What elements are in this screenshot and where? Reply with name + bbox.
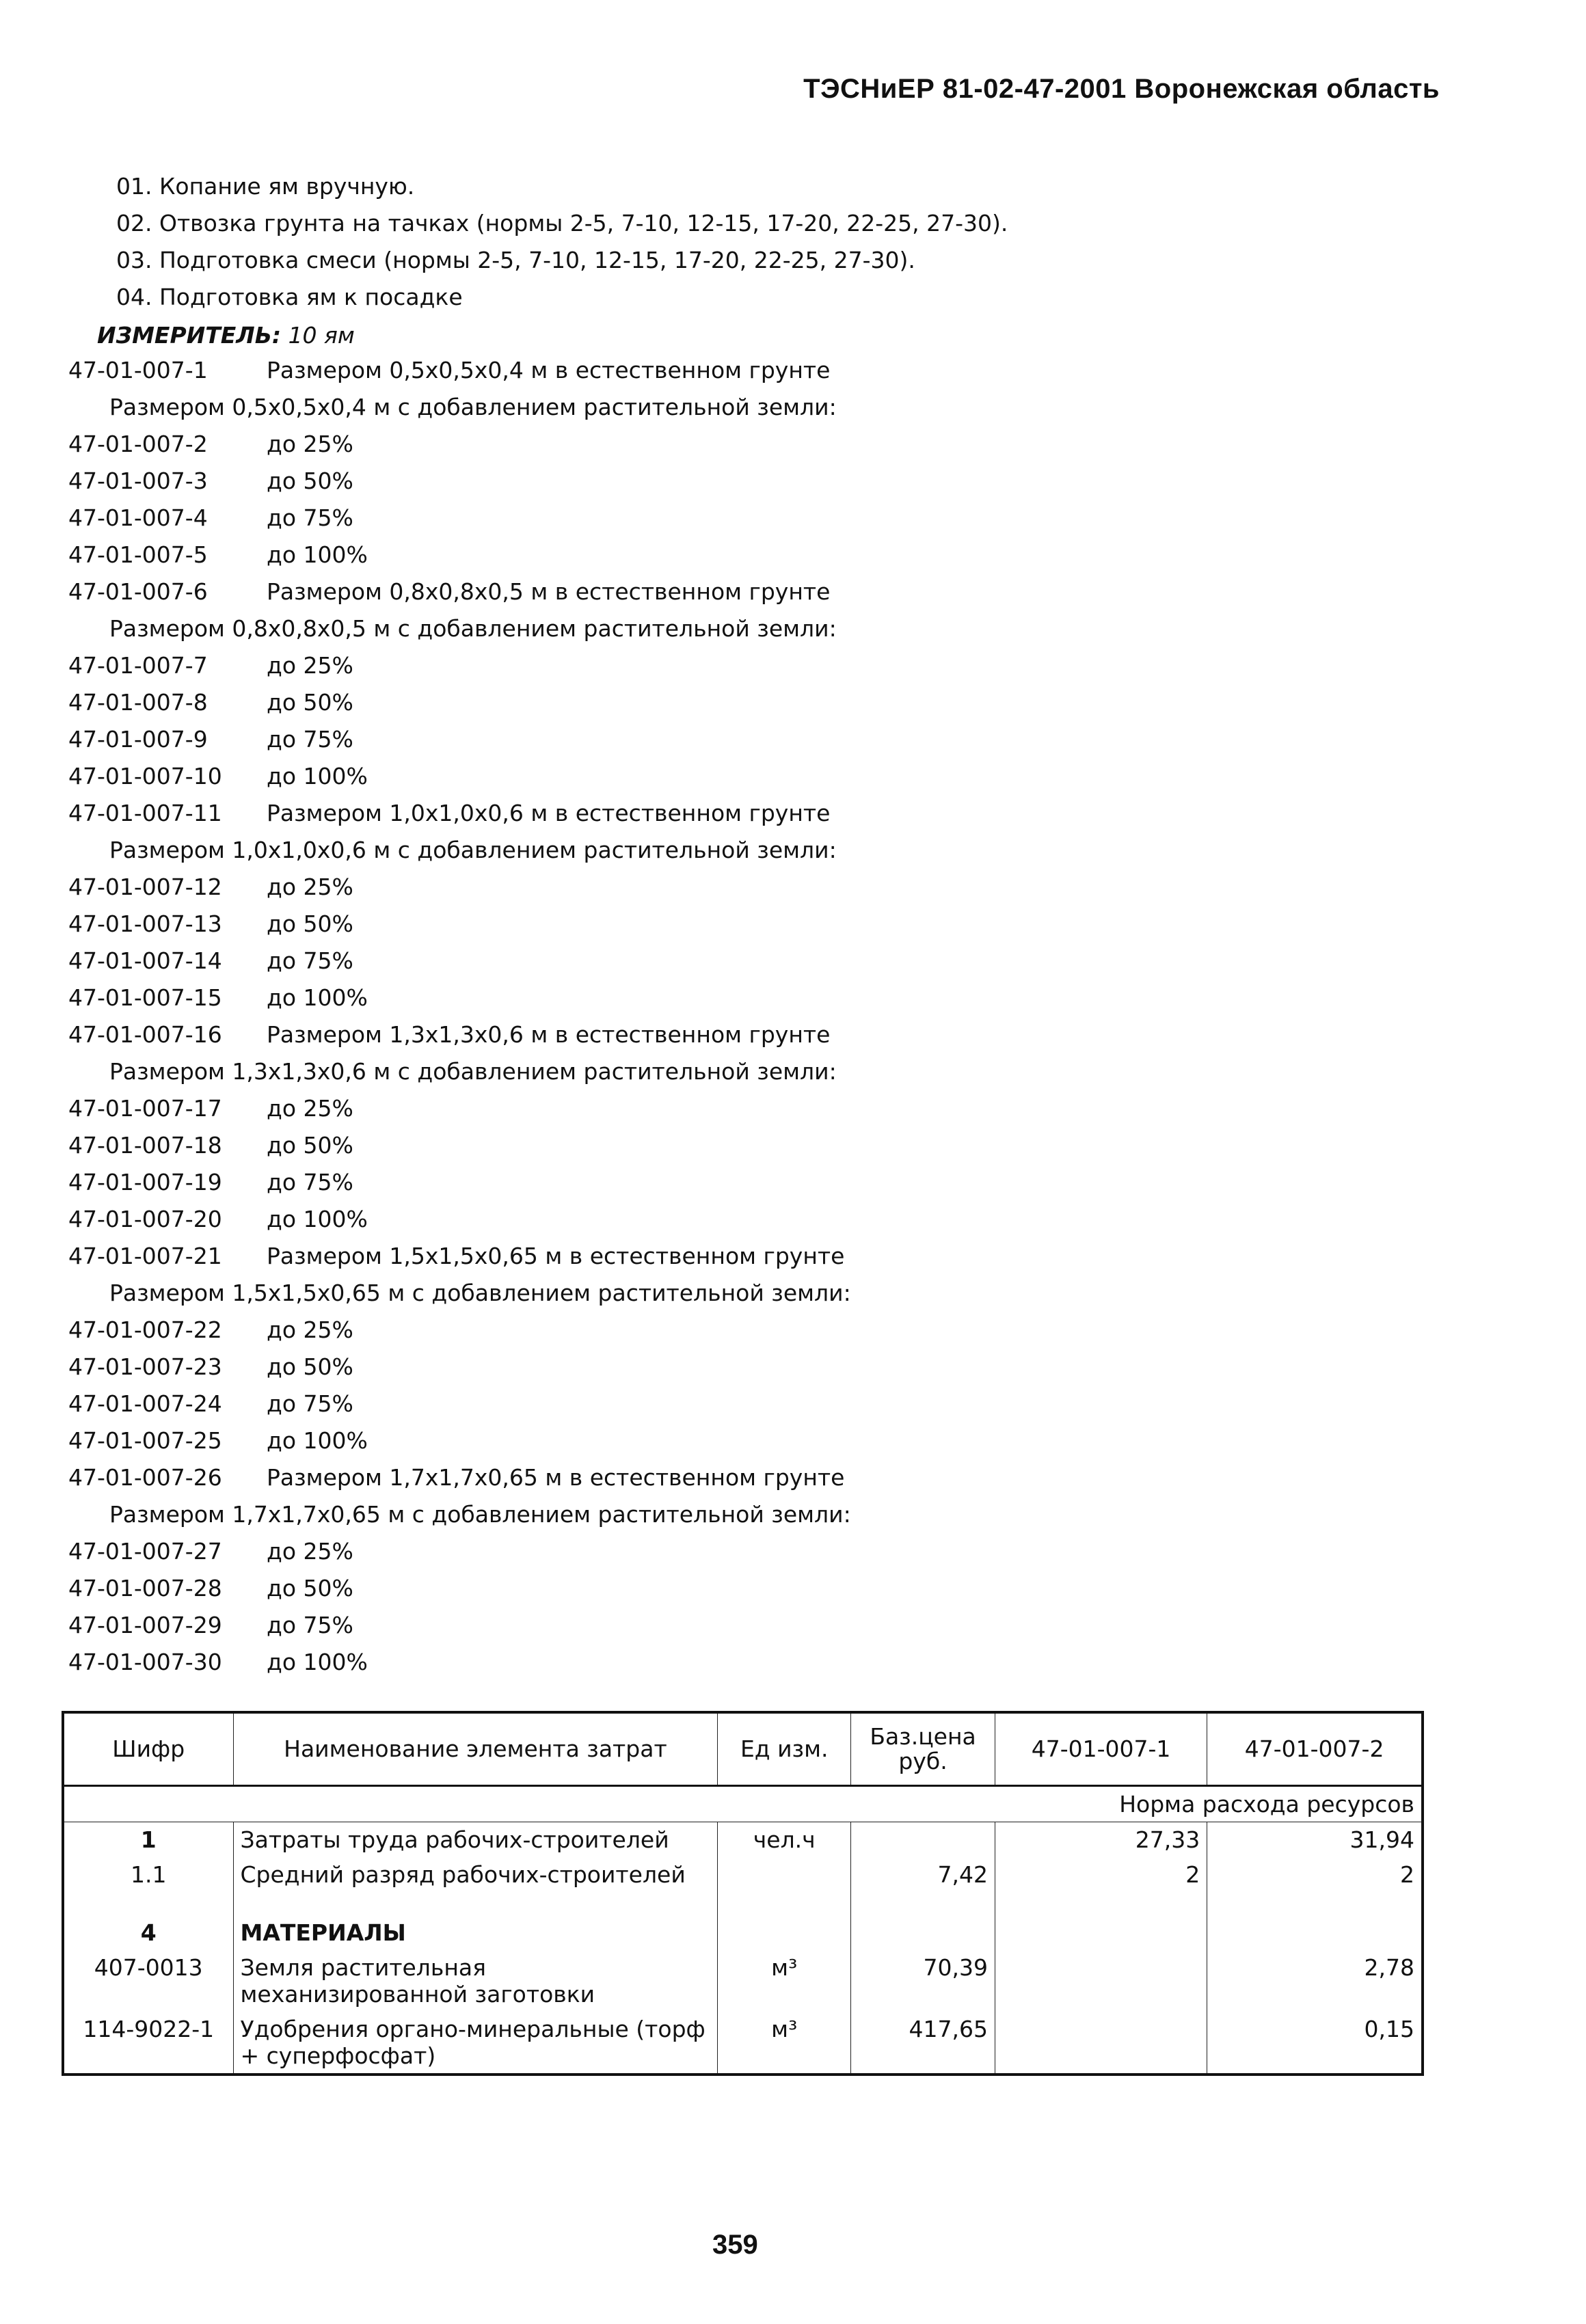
header-unit: Ед изм.	[718, 1712, 851, 1786]
measure-value: 10 ям	[288, 322, 355, 349]
norm-code: 47-01-007-14	[68, 947, 222, 974]
header-col2: 47-01-007-2	[1207, 1712, 1423, 1786]
cell-name: Земля растительная механизированной заготовки	[233, 1950, 718, 2012]
norm-title-row	[63, 1786, 1423, 1822]
cell-value-2: 0,15	[1207, 2012, 1423, 2075]
norm-code: 47-01-007-30	[68, 1649, 222, 1675]
table-row	[63, 1857, 1423, 1892]
cell-name: МАТЕРИАЛЫ	[233, 1915, 718, 1950]
norm-code: 47-01-007-8	[68, 689, 208, 716]
header-name: Наименование элемента затрат	[233, 1712, 718, 1786]
norm-text: до 100%	[267, 1206, 368, 1232]
cell-name: Средний разряд рабочих-строителей	[233, 1857, 718, 1892]
norm-row	[68, 1238, 851, 1275]
norm-code: 47-01-007-10	[68, 763, 222, 789]
norm-code: 47-01-007-27	[68, 1538, 222, 1565]
norm-text: Размером 1,3х1,3х0,6 м в естественном грунте	[267, 1021, 831, 1048]
page-number: 359	[712, 2230, 758, 2260]
cell-value-2	[1207, 1915, 1423, 1950]
norm-subheader: Размером 1,3х1,3х0,6 м с добавлением растительной земли:	[109, 1058, 837, 1085]
norm-row	[68, 537, 851, 573]
norm-row	[68, 1312, 851, 1349]
norm-row	[68, 1386, 851, 1422]
norm-subheader: Размером 0,5х0,5х0,4 м с добавлением растительной земли:	[109, 394, 837, 420]
norm-text: Размером 0,8х0,8х0,5 м в естественном грунте	[267, 578, 831, 605]
norm-code: 47-01-007-24	[68, 1390, 222, 1417]
norm-text: до 25%	[267, 874, 353, 900]
norm-subheader: Размером 1,5х1,5х0,65 м с добавлением растительной земли:	[109, 1280, 851, 1306]
norm-code: 47-01-007-20	[68, 1206, 222, 1232]
norm-row	[68, 1644, 851, 1681]
operation-item: 04. Подготовка ям к посадке	[116, 284, 463, 310]
norm-text: до 50%	[267, 910, 353, 937]
norm-row	[68, 1201, 851, 1238]
norm-text: до 75%	[267, 1169, 353, 1195]
cell-name: Затраты труда рабочих-строителей	[233, 1822, 718, 1858]
norm-row	[68, 943, 851, 979]
norm-row	[68, 1127, 851, 1164]
norm-code: 47-01-007-21	[68, 1243, 222, 1269]
norm-text: до 100%	[267, 1649, 368, 1675]
norm-text: до 75%	[267, 1612, 353, 1638]
norm-text: до 100%	[267, 984, 368, 1011]
norm-text: до 25%	[267, 652, 353, 679]
norm-code: 47-01-007-12	[68, 874, 222, 900]
norm-code: 47-01-007-15	[68, 984, 222, 1011]
operation-item: 03. Подготовка смеси (нормы 2-5, 7-10, 12-15, 17-20, 22-25, 27-30).	[116, 247, 915, 273]
norm-text: до 75%	[267, 504, 353, 531]
norm-code: 47-01-007-17	[68, 1095, 222, 1122]
norm-code: 47-01-007-28	[68, 1575, 222, 1602]
norm-row	[68, 795, 851, 832]
norm-text: до 100%	[267, 541, 368, 568]
cell-value-2: 31,94	[1207, 1822, 1423, 1858]
norm-row	[68, 1349, 851, 1386]
norm-text: до 50%	[267, 468, 353, 494]
norm-code: 47-01-007-4	[68, 504, 208, 531]
cell-value-1	[995, 2012, 1207, 2075]
norms-list	[68, 352, 851, 1681]
norm-text: до 100%	[267, 763, 368, 789]
table-header-row	[63, 1712, 1423, 1786]
cell-unit: чел.ч	[718, 1822, 851, 1858]
norm-text: до 75%	[267, 726, 353, 753]
header-code: Шифр	[63, 1712, 233, 1786]
cell-value-2: 2	[1207, 1857, 1423, 1892]
norm-text: до 25%	[267, 1316, 353, 1343]
norm-text: до 25%	[267, 1538, 353, 1565]
norm-subheader: Размером 1,7х1,7х0,65 м с добавлением растительной земли:	[109, 1501, 851, 1528]
operations-list	[116, 168, 1008, 316]
norm-row	[68, 684, 851, 721]
norm-code: 47-01-007-29	[68, 1612, 222, 1638]
cell-unit	[718, 1857, 851, 1892]
operation-item: 01. Копание ям вручную.	[116, 173, 415, 200]
cell-price	[851, 1822, 995, 1858]
norm-text: до 75%	[267, 1390, 353, 1417]
header-col1: 47-01-007-1	[995, 1712, 1207, 1786]
norm-code: 47-01-007-1	[68, 357, 208, 383]
norm-code: 47-01-007-6	[68, 578, 208, 605]
norm-text: Размером 0,5х0,5х0,4 м в естественном грунте	[267, 357, 831, 383]
operation-item: 02. Отвозка грунта на тачках (нормы 2-5, 7-10, 12-15, 17-20, 22-25, 27-30).	[116, 210, 1008, 237]
norm-text: до 50%	[267, 1575, 353, 1602]
cell-code: 407-0013	[63, 1950, 233, 2012]
norm-text: до 100%	[267, 1427, 368, 1454]
cell-price: 417,65	[851, 2012, 995, 2075]
norm-text: до 50%	[267, 1132, 353, 1159]
norm-code: 47-01-007-19	[68, 1169, 222, 1195]
norm-row	[68, 352, 851, 389]
norm-code: 47-01-007-22	[68, 1316, 222, 1343]
norm-code: 47-01-007-2	[68, 431, 208, 457]
table-row	[63, 1915, 1423, 1950]
norm-row	[68, 1570, 851, 1607]
norm-text: Размером 1,7х1,7х0,65 м в естественном грунте	[267, 1464, 845, 1491]
norm-row	[68, 1090, 851, 1127]
cell-value-1	[995, 1950, 1207, 2012]
norm-row	[68, 1607, 851, 1644]
cell-code: 114-9022-1	[63, 2012, 233, 2075]
cell-name: Удобрения органо-минеральные (торф + суперфосфат)	[233, 2012, 718, 2075]
norm-title: Норма расхода ресурсов	[63, 1786, 1423, 1822]
cell-price: 7,42	[851, 1857, 995, 1892]
norm-code: 47-01-007-18	[68, 1132, 222, 1159]
measure-label: ИЗМЕРИТЕЛЬ:	[97, 322, 282, 349]
norm-row	[68, 1016, 851, 1053]
norm-row	[68, 1533, 851, 1570]
norm-row	[68, 463, 851, 500]
norm-code: 47-01-007-16	[68, 1021, 222, 1048]
cell-price	[851, 1915, 995, 1950]
norm-text: до 50%	[267, 1353, 353, 1380]
cell-unit: м³	[718, 2012, 851, 2075]
resources-table	[62, 1711, 1424, 2076]
norm-row	[68, 721, 851, 758]
norm-code: 47-01-007-5	[68, 541, 208, 568]
table-row	[63, 1822, 1423, 1858]
cell-value-2: 2,78	[1207, 1950, 1423, 2012]
cell-code: 1.1	[63, 1857, 233, 1892]
norm-row	[68, 1422, 851, 1459]
cell-code: 4	[63, 1915, 233, 1950]
norm-row	[68, 647, 851, 684]
norm-row	[68, 500, 851, 537]
norm-code: 47-01-007-25	[68, 1427, 222, 1454]
norm-text: до 25%	[267, 1095, 353, 1122]
cell-code: 1	[63, 1822, 233, 1858]
norm-code: 47-01-007-11	[68, 800, 222, 826]
norm-code: 47-01-007-23	[68, 1353, 222, 1380]
norm-row	[68, 1164, 851, 1201]
norm-row	[68, 906, 851, 943]
norm-row	[68, 573, 851, 610]
norm-code: 47-01-007-26	[68, 1464, 222, 1491]
norm-code: 47-01-007-13	[68, 910, 222, 937]
norm-code: 47-01-007-3	[68, 468, 208, 494]
norm-row	[68, 426, 851, 463]
cell-value-1: 27,33	[995, 1822, 1207, 1858]
norm-code: 47-01-007-9	[68, 726, 208, 753]
norm-row	[68, 758, 851, 795]
cell-unit	[718, 1915, 851, 1950]
norm-text: Размером 1,0х1,0х0,6 м в естественном грунте	[267, 800, 831, 826]
cell-value-1	[995, 1915, 1207, 1950]
measure-line	[97, 322, 355, 349]
norm-text: до 75%	[267, 947, 353, 974]
norm-row	[68, 1459, 851, 1496]
page-header: ТЭСНиЕР 81-02-47-2001 Воронежская область	[803, 74, 1440, 104]
norm-text: Размером 1,5х1,5х0,65 м в естественном грунте	[267, 1243, 845, 1269]
norm-text: до 50%	[267, 689, 353, 716]
table-row	[63, 2012, 1423, 2075]
norm-subheader: Размером 0,8х0,8х0,5 м с добавлением растительной земли:	[109, 615, 837, 642]
table-row	[63, 1950, 1423, 2012]
cell-value-1: 2	[995, 1857, 1207, 1892]
norm-code: 47-01-007-7	[68, 652, 208, 679]
norm-row	[68, 869, 851, 906]
cell-unit: м³	[718, 1950, 851, 2012]
norm-row	[68, 979, 851, 1016]
cell-price: 70,39	[851, 1950, 995, 2012]
spacer-row	[63, 1892, 1423, 1915]
norm-subheader: Размером 1,0х1,0х0,6 м с добавлением растительной земли:	[109, 837, 837, 863]
header-price: Баз.цена руб.	[851, 1712, 995, 1786]
norm-text: до 25%	[267, 431, 353, 457]
